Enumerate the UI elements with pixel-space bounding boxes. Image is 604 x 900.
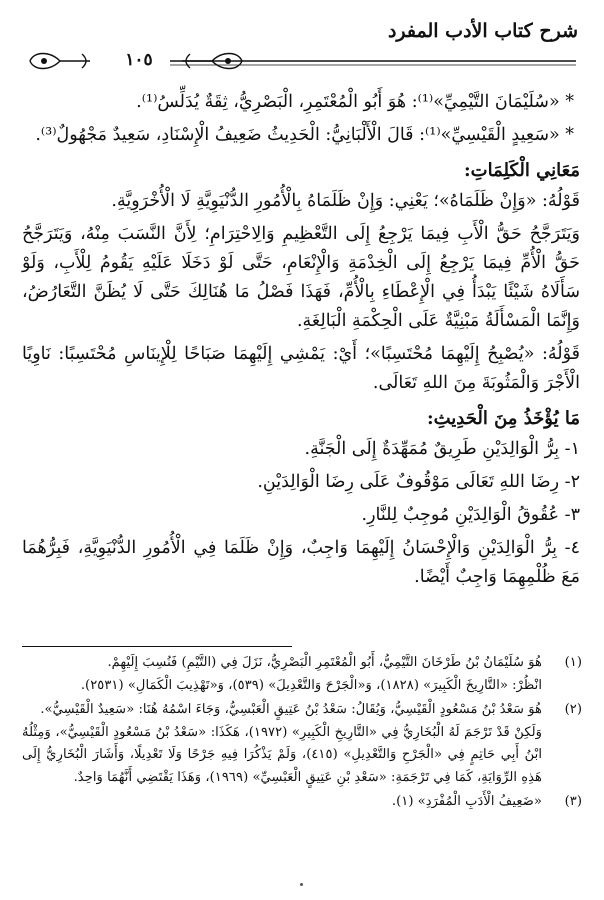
footnote-text: [22, 791, 542, 814]
section-heading-meanings: مَعَانِي الْكَلِمَاتِ:: [464, 160, 580, 181]
footnote-text: [22, 652, 542, 697]
meaning-paragraph: قَوْلُهُ: «يُصْبِحُ إِلَيْهِمَا مُحْتَسِبًا»؛ أَيْ: يَمْشِي إِلَيْهِمَا صَبَاحًا لِلْإِينَاسِ مُحْتَسِبًا: نَاوِيًا الْأَجْرَ وَالْمَثُوبَةَ مِنَ اللهِ تَعَالَى.: [22, 344, 580, 393]
meaning-paragraph: قَوْلُهُ: «وَإِنْ ظَلَمَاهُ»؛ يَعْنِي: وَإِنْ ظَلَمَاهُ بِالْأُمُورِ الدُّنْيَوِيَّةِ لَا الْأُخْرَوِيَّةِ.: [111, 191, 580, 211]
lesson-item: ١- بِرُّ الْوَالِدَيْنِ طَرِيقٌ مُمَهِّدَةٌ إِلَى الْجَنَّةِ.: [304, 439, 580, 459]
footnote-line: وَلَكِنْ قَدْ تَرْجَمَ لَهُ الْبُخَارِيُّ فِي «التَّارِيخِ الْكَبِيرِ» (١٩٧٢)، هَكَذَا: «سَعْدُ بْنُ مَسْعُودٍ الْقَيْسِيُّ»، وَمِثْلُهُ ابْنُ أَبِي حَاتِمٍ فِي «الْجَرْحِ وَالتَّعْدِيلِ» (٤١٥)، وَلَمْ يَذْكُرَا فِيهِ جَرْحًا وَلَا تَعْدِيلًا، وَأَشَارَ الْبُخَارِيُّ إِلَى هَذِهِ الرِّوَايَةِ، كَمَا فِي تَرْجَمَةِ: «سَعْدِ بْنِ عَتِيقٍ الْعَبْسِيِّ» (١٩٦٩)، وَهَذَا يَقْتَضِي أَنَّهُمَا وَاحِدٌ.: [22, 724, 543, 785]
footnote: [22, 652, 582, 697]
page-header: [20, 16, 584, 78]
footnote-number: (٣): [564, 794, 582, 809]
footnote-number: (١): [564, 655, 582, 670]
narrator-note-sulayman: * «سُلَيْمَانَ التَّيْمِيِّ»⁽¹⁾: هُوَ أَبُو الْمُعْتَمِرِ، الْبَصْرِيُّ، ثِقَةٌ يُدَلِّسُ⁽¹⁾.: [136, 92, 574, 112]
footnote: [22, 699, 582, 789]
narrator-note-said: * «سَعِيدٍ الْقَيْسِيِّ»⁽¹⁾: قَالَ الْأَلْبَانِيُّ: الْحَدِيثُ ضَعِيفُ الْإِسْنَادِ، سَعِيدٌ مَجْهُولٌ⁽³⁾.: [35, 125, 574, 145]
footnote-line: هُوَ سُلَيْمَانُ بْنُ طَرْخَانَ التَّيْمِيُّ، أَبُو الْمُعْتَمِرِ الْبَصْرِيُّ، نَزَلَ فِي (التَّيْمِ) فَنُسِبَ إِلَيْهِمْ.: [107, 655, 542, 670]
footnote: [22, 791, 582, 814]
footnote-line: هُوَ سَعْدُ بْنُ مَسْعُودٍ الْقَيْسِيُّ، وَيُقَالُ: سَعْدُ بْنُ عَتِيقٍ الْعَبْسِيُّ، وَجَاءَ اسْمُهُ هُنَا: «سَعِيدٌ الْقَيْسِيُّ».: [40, 702, 542, 717]
footnote-line: انْظُرْ: «التَّارِيخَ الْكَبِيرَ» (١٨٢٨)، وَ«الْجَرْحَ وَالتَّعْدِيلَ» (٥٣٩)، وَ«تَهْذِيبَ الْكَمَالِ» (٢٥٣١).: [80, 677, 542, 693]
footnotes: [22, 652, 582, 816]
main-text: [22, 88, 580, 596]
lesson-item: ٤- بِرُّ الْوَالِدَيْنِ وَالْإِحْسَانُ إِلَيْهِمَا وَاجِبٌ، وَإِنْ ظَلَمَا فِي الْأُمُورِ الدُّنْيَوِيَّةِ، فَبِرُّهُمَا مَعَ ظُلْمِهِمَا وَاجِبٌ أَيْضًا.: [22, 538, 580, 587]
page-dot: [300, 883, 303, 886]
footnote-number: (٢): [564, 702, 582, 717]
footnote-separator: [22, 646, 292, 647]
page-number: ١٠٥: [125, 50, 153, 70]
lesson-item: ٢- رِضَا اللهِ تَعَالَى مَوْقُوفٌ عَلَى رِضَا الْوَالِدَيْنِ.: [257, 472, 580, 492]
book-title: شرح كتاب الأدب المفرد: [387, 20, 578, 42]
lesson-item: ٣- عُقُوقُ الْوَالِدَيْنِ مُوجِبٌ لِلنَّارِ.: [361, 505, 580, 525]
footnote-text: [22, 699, 542, 789]
section-heading-lessons: مَا يُؤْخَذُ مِنَ الْحَدِيثِ:: [426, 408, 580, 429]
meaning-paragraph: وَيَتَرَجَّحُ حَقُّ الْأَبِ فِيمَا يَرْجِعُ إِلَى التَّعْظِيمِ وَالِاحْتِرَامِ؛ لِأَنَّ النَّسَبَ مِنْهُ، وَيَتَرَجَّحُ حَقُّ الْأُمِّ فِيمَا يَرْجِعُ إِلَى الْخِدْمَةِ وَالْإِنْعَامِ، حَتَّى لَوْ دَخَلَا عَلَيْهِ يَقُومُ لِلْأَبِ، وَلَوْ سَأَلَاهُ شَيْئًا يَبْدَأُ فِي الْإِعْطَاءِ بِالْأُمِّ، فَهَذَا فَصْلُ مَا هُنَالِكَ حَتَّى لَا يُظَنَّ التَّعَارُضُ، وَإِنَّمَا الْمَسْأَلَةُ مَبْنِيَّةٌ عَلَى الْحِكْمَةِ الْبَالِغَةِ.: [22, 224, 580, 331]
footnote-line: «ضَعِيفُ الْأَدَبِ الْمُفْرَدِ» (١).: [391, 794, 542, 809]
